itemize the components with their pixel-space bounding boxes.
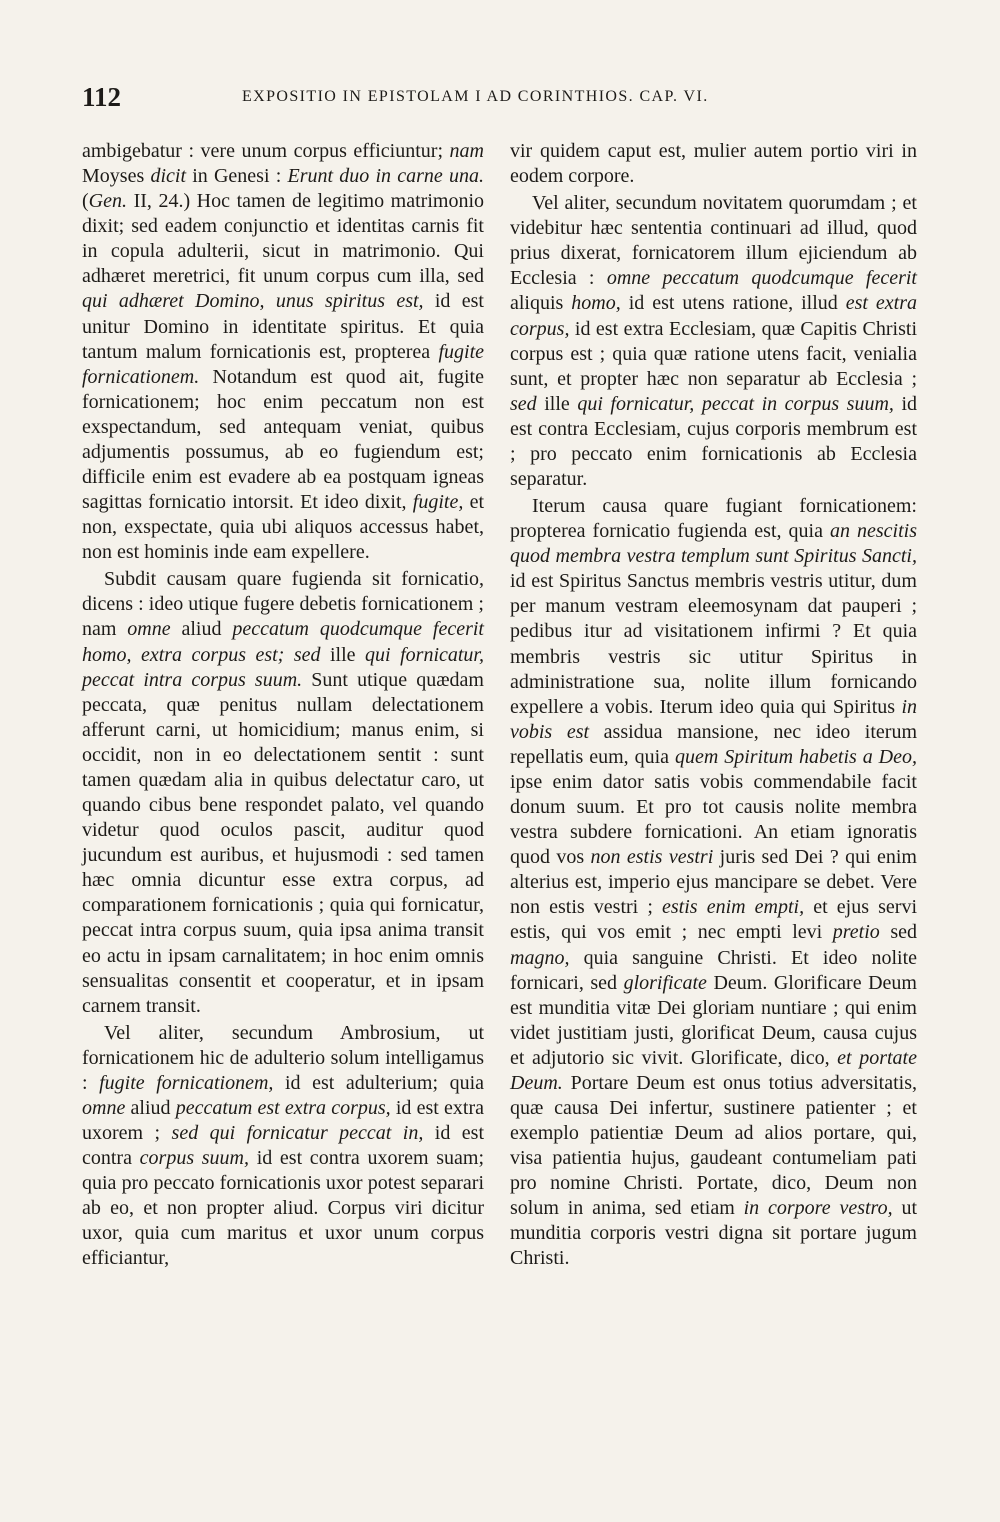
paragraph: Vel aliter, secundum Ambrosium, ut fornicationem hic de adulterio solum intelligamus : fugite fornicationem, id est adulterium; quia omne aliud peccatum est extra corpus, id est extra uxorem ; sed qui fornicatur peccat in, id est contra corpus suum, id est contra uxorem suam; quia pro peccato fornicationis uxor potest separari ab eo, et non propter aliud. Corpus viri dicitur uxor, quia cum maritus et uxor unum corpus efficiantur, — [82, 1021, 485, 1270]
paragraph: ambigebatur : vere unum corpus efficiuntur; nam Moyses dicit in Genesi : Erunt duo in carne una. (Gen. II, 24.) Hoc tamen de legitimo matrimonio dixit; sed eadem conjunctio et identitas carnis fit in copula adulterii, sicut in matrimonio. Qui adhæret meretrici, fit unum corpus cum illa, sed qui adhæret Domino, unus spiritus est, id est unitur Domino in identitate spiritus. Et quia tantum malum fornicationis est, propterea fugite fornicationem. Notandum est quod ait, fugite fornicationem; hoc enim peccatum non est exspectandum, sed antequam veniat, quibus adjumentis possumus, ab eo fugiendum est; difficile enim est evadere ab ea postquam igneas sagittas fornicatio intorsit. Et ideo dixit, fugite, et non, exspectate, quia ubi aliquos accessus habet, non est hominis inde eam expellere. — [82, 140, 485, 564]
paragraph: Vel aliter, secundum novitatem quorumdam ; et videbitur hæc sententia continuari ad illud, quod prius dixerat, fornicatorem illum ejiciendum ab Ecclesia : omne peccatum quodcumque fecerit aliquis homo, id est utens ratione, illud est extra corpus, id est extra Ecclesiam, quæ Capitis Christi corpus est ; quia quæ ratione utens facit, venialia sunt, et propter hæc non separatur ab Ecclesia ; sed ille qui fornicatur, peccat in corpus suum, id est contra Ecclesiam, cujus corporis membrum est ; pro peccato enim fornicationis ab Ecclesia separatur. — [510, 192, 918, 491]
paragraph: Subdit causam quare fugienda sit fornicatio, dicens : ideo utique fugere debetis fornicationem ; nam omne aliud peccatum quodcumque fecerit homo, extra corpus est; sed ille qui fornicatur, peccat intra corpus suum. Sunt utique quædam peccata, quæ penitus nullam delectationem afferunt carni, ut homicidium; manus enim, si occidit, non in eo delectationem sentit : sunt tamen quædam alia in quibus delectatur caro, ut quando cibus bene respondet palato, vel quando videtur quod oculos pascit, auditur quod jucundum est auribus, et hujusmodi : sed tamen hæc omnia dicuntur esse extra corpus, ad comparationem fornicationis ; quia qui fornicatur, peccat intra corpus suum, quia ipsa anima transit eo actu in ipsam carnalitatem; in hoc enim omnis sensualitas consentit et cooperatur, et in ipsam carnem transit. — [82, 568, 484, 1017]
page-number: 112 — [82, 82, 122, 112]
left-column — [82, 139, 484, 1272]
paragraph: Iterum causa quare fugiant fornicationem: propterea fornicatio fugienda est, quia an nescitis quod membra vestra templum sunt Spiritus Sancti, id est Spiritus Sanctus membris vestris utitur, dum per manum vestram eleemosynam dat pauperi ; pedibus itur ad visitationem infirmi ? Et quia membris vestris sic utitur Spiritus in administratione sua, nolite illum fornicando expellere a vobis. Iterum ideo quia qui Spiritus in vobis est assidua mansione, nec ideo iterum repellatis eum, quia quem Spiritum habetis a Deo, ipse enim dator satis vobis commendabile facit donum suum. Et pro tot causis nolite membra vestra subdere fornicationi. An etiam ignoratis quod vos non estis vestri juris sed Dei ? qui enim alterius est, imperio ejus mancipare se debet. Vere non estis vestri ; estis enim empti, et ejus servi estis, qui vos emit ; nec empti levi pretio sed magno, quia sanguine Christi. Et ideo nolite fornicari, sed glorificate Deum. Glorificare Deum est munditia vitæ Dei gloriam nuntiare ; qui enim videt justitiam justi, glorificat Deum, causa cujus et adjutorio sic vivit. Glorificate, dico, et portate Deum. Portare Deum est onus totius adversitatis, quæ causa Dei infertur, sustinere patienter ; et exemplo patientiæ Deum ad alios portare, qui, visa patientia hujus, gaudeant contumeliam pati pro nomine Christi. Portate, dico, Deum non solum in anima, sed etiam in corpore vestro, ut munditia corporis vestri digna sit portare jugum Christi. — [510, 495, 918, 1270]
running-head — [82, 82, 918, 112]
paragraph: vir quidem caput est, mulier autem portio viri in eodem corpore. — [510, 140, 917, 188]
right-column — [510, 139, 917, 1272]
running-title: EXPOSITIO IN EPISTOLAM I AD CORINTHIOS. CAP. VI. — [242, 88, 709, 105]
